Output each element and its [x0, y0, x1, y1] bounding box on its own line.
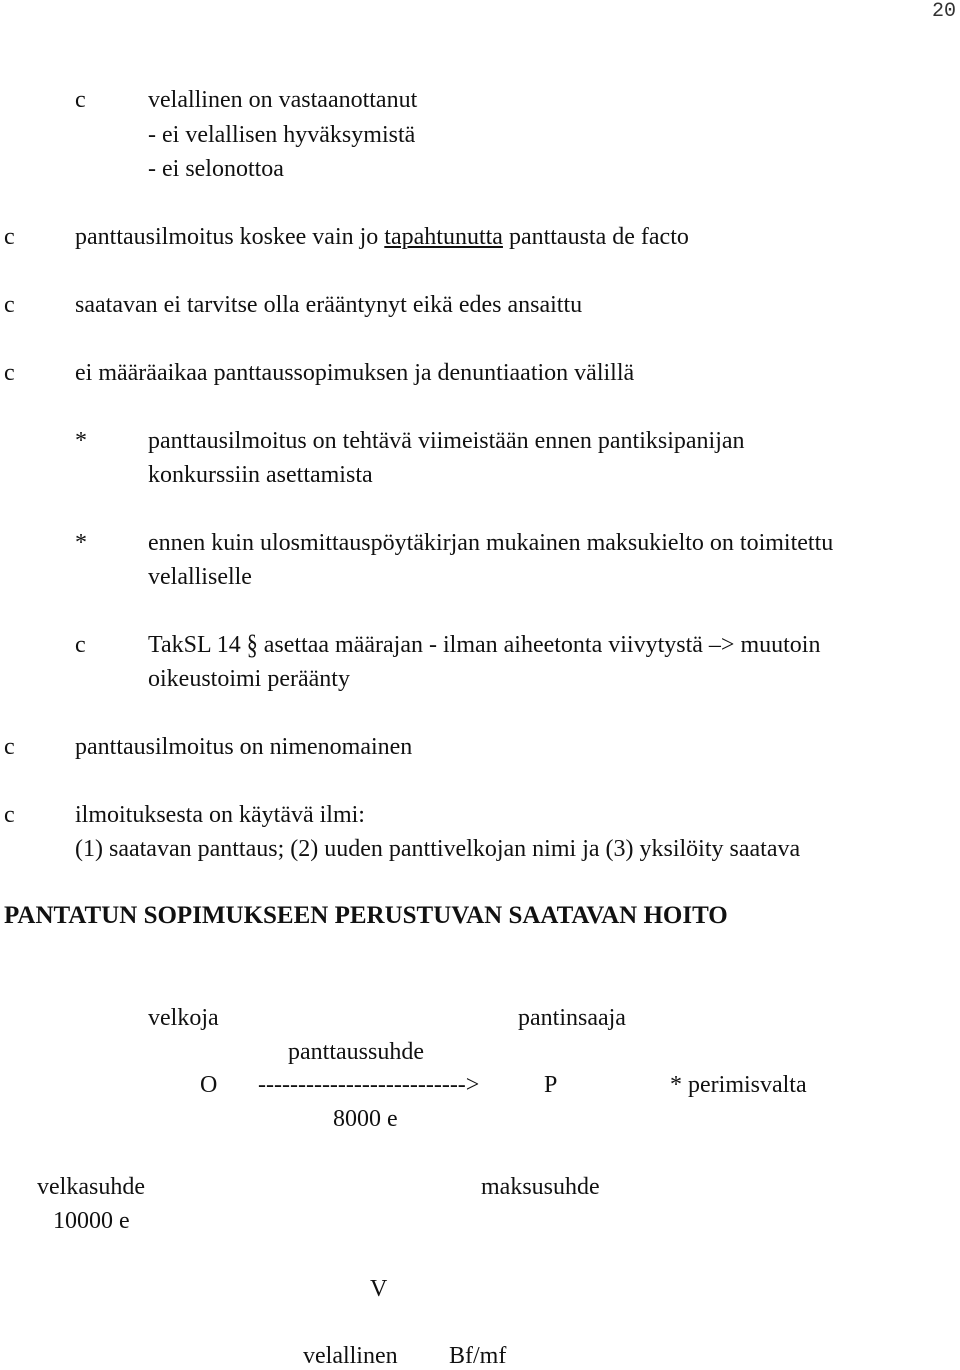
diagram-collection-right: * perimisvalta [670, 1072, 807, 1098]
diagram-debtor: velallinen [303, 1343, 398, 1369]
bullet-c: c [4, 224, 15, 250]
section-sign: § [246, 628, 258, 661]
bullet-c: c [4, 734, 15, 760]
diagram-v-label: V [370, 1276, 388, 1302]
bullet-c: c [4, 802, 15, 828]
bullet-star: * [75, 530, 87, 556]
text-line: (1) saatavan panttaus; (2) uuden panttivelkojan nimi ja (3) yksilöity saatava [75, 836, 801, 862]
diagram-p-label: P [544, 1072, 558, 1098]
text-line: TakSL 14 § asettaa määrajan - ilman aiheetonta viivytystä –> muutoin [148, 631, 820, 659]
diagram-o-label: O [200, 1072, 218, 1098]
diagram-pledgee: pantinsaaja [518, 1005, 626, 1031]
text-line: - ei velallisen hyväksymistä [148, 122, 416, 148]
text-line: panttausilmoitus on tehtävä viimeistään ennen pantiksipanijan [148, 428, 745, 454]
bullet-c: c [4, 292, 15, 318]
text-line: velalliselle [148, 564, 252, 590]
text-line: panttausilmoitus koskee vain jo tapahtunutta panttausta de facto [75, 224, 689, 250]
diagram-creditor: velkoja [148, 1005, 219, 1031]
page-number: 20 [931, 0, 956, 23]
bullet-c: c [75, 632, 86, 658]
text-line: velallinen on vastaanottanut [148, 87, 418, 113]
bullet-c: c [75, 87, 86, 113]
text-line: konkurssiin asettamista [148, 462, 373, 488]
text-line: ennen kuin ulosmittauspöytäkirjan mukainen maksukielto on toimitettu [148, 530, 834, 556]
diagram-debt-amount: 10000 e [53, 1208, 130, 1234]
text-line: ilmoituksesta on käytävä ilmi: [75, 802, 365, 828]
text-line: panttausilmoitus on nimenomainen [75, 734, 413, 760]
text-line: ei määräaikaa panttaussopimuksen ja denuntiaation välillä [75, 360, 635, 386]
diagram-debt-relation: velkasuhde [37, 1174, 145, 1200]
section-heading: PANTATUN SOPIMUKSEEN PERUSTUVAN SAATAVAN HOITO [4, 902, 728, 929]
diagram-payment-relation: maksusuhde [481, 1174, 600, 1200]
diagram-pledge-relation: panttaussuhde [288, 1039, 424, 1065]
bullet-star: * [75, 428, 87, 454]
bullet-c: c [4, 360, 15, 386]
text-line: oikeustoimi peräänty [148, 666, 350, 692]
underlined-word: tapahtunutta [384, 224, 503, 250]
diagram-bf-mf: Bf/mf [449, 1343, 507, 1369]
diagram-pledge-amount: 8000 e [333, 1106, 398, 1132]
text-line: - ei selonottoa [148, 156, 284, 182]
text-line: saatavan ei tarvitse olla erääntynyt eikä edes ansaittu [75, 292, 583, 318]
diagram-arrow: --------------------------> [258, 1072, 480, 1098]
